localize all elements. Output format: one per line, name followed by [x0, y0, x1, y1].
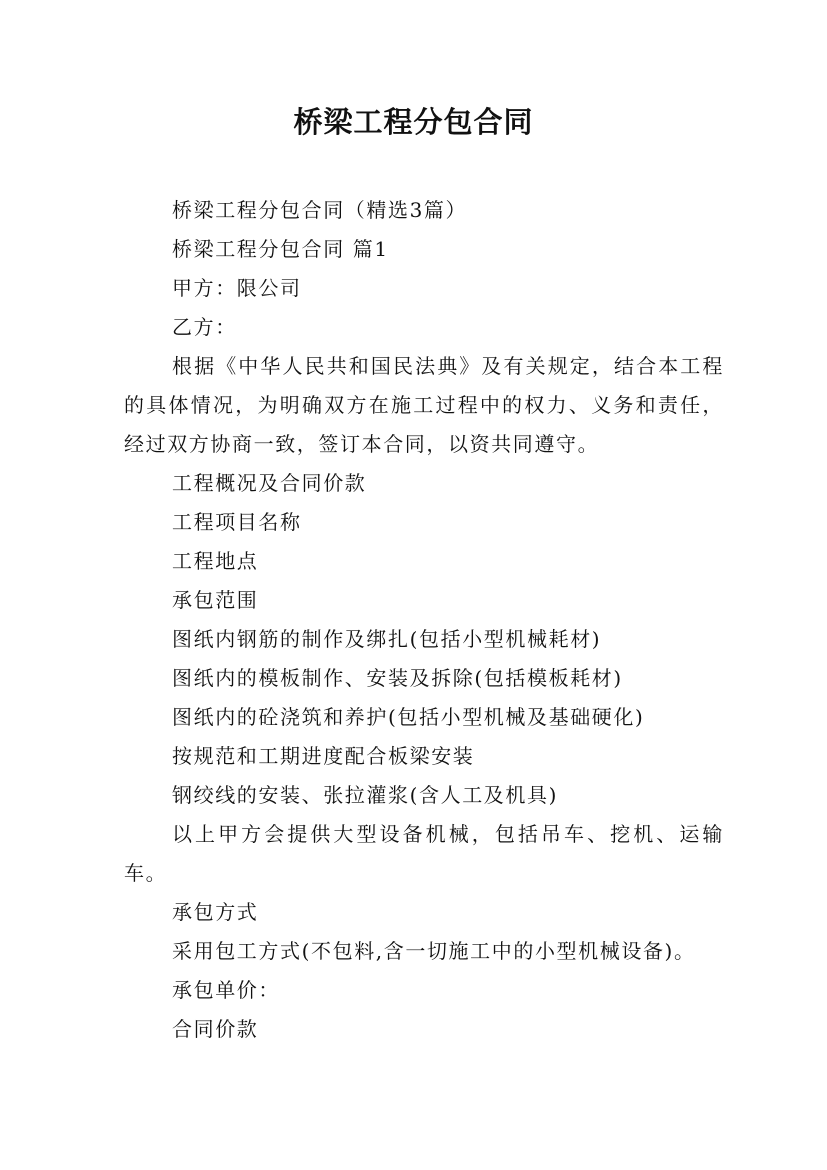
paragraph-contract-price: 合同价款	[172, 1017, 259, 1041]
paragraph-subtitle: 桥梁工程分包合同（精选3篇）	[172, 198, 468, 222]
paragraph-contract-method-heading: 承包方式	[172, 900, 259, 924]
paragraph-scope-heading: 承包范围	[172, 588, 259, 612]
paragraph-equipment: 以上甲方会提供大型设备机械，包括吊车、挖机、运输车。	[124, 822, 724, 885]
paragraph-scope-strand: 钢绞线的安装、张拉灌浆(含人工及机具)	[172, 783, 559, 807]
paragraph-party-a: 甲方：限公司	[172, 276, 302, 300]
paragraph-contract-method: 采用包工方式(不包料,含一切施工中的小型机械设备)。	[172, 939, 696, 963]
paragraph-party-b: 乙方：	[172, 315, 237, 339]
paragraph-preamble: 根据《中华人民共和国民法典》及有关规定，结合本工程的具体情况，为明确双方在施工过程中的权力、义务和责任，经过双方协商一致，签订本合同，以资共同遵守。	[124, 354, 724, 456]
paragraph-scope-rebar: 图纸内钢筋的制作及绑扎(包括小型机械耗材)	[172, 627, 602, 651]
document-title: 桥梁工程分包合同	[293, 105, 534, 139]
paragraph-unit-price: 承包单价：	[172, 978, 280, 1002]
paragraph-project-location: 工程地点	[172, 549, 259, 573]
paragraph-section-heading: 桥梁工程分包合同 篇1	[172, 237, 389, 261]
document-body	[124, 191, 724, 1049]
paragraph-project-name: 工程项目名称	[172, 510, 302, 534]
paragraph-overview-heading: 工程概况及合同价款	[172, 471, 367, 495]
paragraph-scope-formwork: 图纸内的模板制作、安装及拆除(包括模板耗材)	[172, 666, 623, 690]
paragraph-scope-concrete: 图纸内的砼浇筑和养护(包括小型机械及基础硬化)	[172, 705, 645, 729]
paragraph-scope-beam-install: 按规范和工期进度配合板梁安装	[172, 744, 475, 768]
